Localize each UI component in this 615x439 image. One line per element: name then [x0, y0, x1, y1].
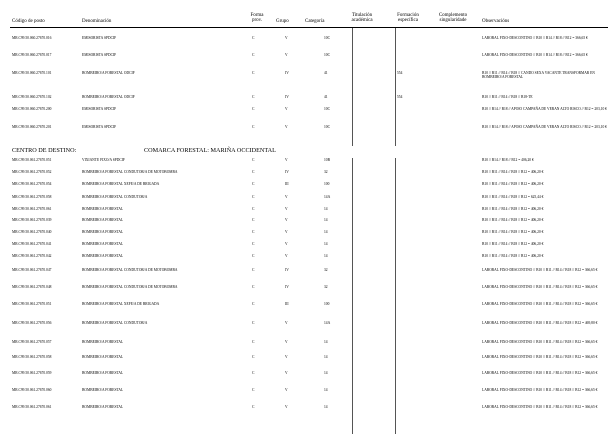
cell-forma-prov: C [252, 71, 255, 75]
cell-forma-prov: C [252, 182, 255, 186]
cell-codigo: MR.C99.50.061.27670.054 [12, 182, 52, 186]
header-titulacion-line2: académica [351, 18, 373, 24]
cell-observacions: LABORAL FIXO-DESCONTINO // B10 // B11 // B14 // B18 // B12 = 469,80 € [482, 321, 598, 325]
cell-categoria: 10C [324, 107, 330, 111]
cell-denominacion: BOMBEIRO/A FORESTAL [82, 230, 124, 234]
cell-denominacion: BOMBEIRO/A FORESTAL CONDUTOR/A [82, 195, 148, 199]
cell-denominacion: BOMBEIRO/A FORESTAL [82, 371, 124, 375]
cell-categoria: 41 [324, 71, 328, 75]
cell-formacion: 554 [397, 71, 403, 75]
header-rule [10, 27, 608, 28]
cell-denominacion: BOMBEIRO/A FORESTAL CONDUTOR/A DE MOTOBOMBA [82, 268, 178, 272]
cell-forma-prov: C [252, 405, 255, 409]
cell-grupo: V [285, 36, 288, 40]
cell-codigo: MR.C99.50.061.27670.061 [12, 207, 52, 211]
cell-codigo: MR.C99.50.061.27670.056 [12, 321, 52, 325]
cell-codigo: MR.C99.50.060.27670.101 [12, 71, 52, 75]
cell-codigo: MR.C99.50.061.27670.042 [12, 254, 52, 258]
cell-categoria: 14 [324, 230, 328, 234]
header-formacion [392, 13, 424, 23]
cell-forma-prov: C [252, 36, 255, 40]
cell-codigo: MR.C99.50.061.27670.058 [12, 355, 52, 359]
cell-denominacion: BOMBEIRO/A FORESTAL XEFE/A DE BRIGADA [82, 182, 160, 186]
cell-codigo: MR.C99.50.060.27670.016 [12, 36, 52, 40]
header-complemento [433, 13, 473, 23]
cell-observacions: LABORAL FIXO-DESCONTINO // B10 // B11 // B14 // B18 // B12 = 366,65 € [482, 388, 598, 392]
cell-denominacion: BOMBEIRO/A FORESTAL ODCIF [82, 71, 135, 75]
cell-denominacion: EMISORISTA SPDCIF [82, 53, 117, 57]
cell-forma-prov: C [252, 170, 255, 174]
cell-grupo: IV [285, 71, 289, 75]
cell-grupo: V [285, 388, 288, 392]
cell-observacions: LABORAL FIXO-DESCONTINO // B10 // B11 // B14 // B18 // B12 = 366,65 € [482, 355, 598, 359]
cell-categoria: 14 [324, 405, 328, 409]
column-divider [395, 28, 396, 146]
cell-grupo: V [285, 125, 288, 129]
cell-codigo: MR.C99.50.060.27670.102 [12, 95, 52, 99]
cell-observacions: LABORAL FIXO-DESCONTINO // B10 // B11 // B14 // B18 // B12 = 366,65 € [482, 285, 598, 289]
cell-categoria: 14 [324, 340, 328, 344]
cell-categoria: 14 [324, 371, 328, 375]
header-forma-prov-line1: Forma [250, 13, 264, 18]
cell-observacions: B10 // B11 // B14 // B18 // B12 = 406,20 € [482, 254, 544, 258]
cell-denominacion: VIXIANTE FIXO/A SPDCIF [82, 158, 125, 162]
cell-denominacion: BOMBEIRO/A FORESTAL [82, 207, 124, 211]
cell-grupo: V [285, 254, 288, 258]
cell-categoria: 32 [324, 268, 328, 272]
cell-grupo: IV [285, 268, 289, 272]
cell-denominacion: BOMBEIRO/A FORESTAL [82, 340, 124, 344]
centro-destino-label: CENTRO DE DESTINO: [12, 147, 77, 154]
cell-grupo: V [285, 242, 288, 246]
cell-denominacion: BOMBEIRO/A FORESTAL XEFE/A DE BRIGADA [82, 302, 160, 306]
cell-categoria: 14 [324, 254, 328, 258]
cell-codigo: MR.C99.50.061.27670.051 [12, 158, 52, 162]
cell-observacions: LABORAL FIXO-DESCONTINO // B10 // B14 // B18 // B12 = 366,65 € [482, 53, 588, 57]
cell-denominacion: BOMBEIRO/A FORESTAL [82, 355, 124, 359]
cell-forma-prov: C [252, 355, 255, 359]
cell-denominacion: EMISORISTA SPDCIF [82, 125, 117, 129]
cell-grupo: V [285, 218, 288, 222]
cell-denominacion: BOMBEIRO/A FORESTAL [82, 405, 124, 409]
cell-grupo: V [285, 53, 288, 57]
cell-observacions: LABORAL FIXO-DESCONTINO // B10 // B11 // B14 // B18 // B12 = 366,65 € [482, 405, 598, 409]
cell-codigo: MR.C99.50.061.27670.048 [12, 285, 52, 289]
cell-grupo: IV [285, 95, 289, 99]
cell-observacions: LABORAL FIXO-DESCONTINO // B10 // B11 // B14 // B18 // B12 = 366,65 € [482, 371, 598, 375]
cell-categoria: 14 [324, 355, 328, 359]
cell-codigo: MR.C99.50.061.27670.052 [12, 170, 52, 174]
header-forma-prov [247, 13, 267, 23]
cell-denominacion: BOMBEIRO/A FORESTAL [82, 218, 124, 222]
cell-observacions: LABORAL FIXO-DESCONTINO // B10 // B11 // B14 // B18 // B12 = 366,65 € [482, 302, 598, 306]
cell-observacions: B10 // B11 // B14 // B18 // B18-TE [482, 95, 533, 99]
cell-grupo: V [285, 405, 288, 409]
cell-codigo: MR.C99.50.061.27670.060 [12, 388, 52, 392]
cell-observacions: B10 // B11 // B14 // B18 // B12 = 406,20 € [482, 218, 544, 222]
header-denominacion: Denominación [82, 19, 112, 24]
cell-denominacion: BOMBEIRO/A FORESTAL CONDUTOR/A [82, 321, 148, 325]
header-grupo: Grupo [276, 19, 289, 24]
cell-categoria: 10B [324, 158, 330, 162]
cell-forma-prov: C [252, 218, 255, 222]
cell-observacions: LABORAL FIXO-DESCONTINO // B10 // B11 // B14 // B18 // B12 = 366,65 € [482, 340, 598, 344]
cell-forma-prov: C [252, 321, 255, 325]
cell-denominacion: BOMBEIRO/A FORESTAL [82, 254, 124, 258]
cell-observacions: B10 // B11 // B14 // B18 // B12 = 406,20 € [482, 170, 544, 174]
cell-forma-prov: C [252, 371, 255, 375]
cell-forma-prov: C [252, 268, 255, 272]
header-categoria: Categoría [305, 19, 325, 24]
cell-grupo: III [285, 182, 289, 186]
cell-categoria: 14 [324, 207, 328, 211]
cell-categoria: 10C [324, 125, 330, 129]
cell-denominacion: EMISORISTA SPDCIF [82, 36, 117, 40]
cell-codigo: MR.C99.50.061.27670.057 [12, 340, 52, 344]
cell-grupo: III [285, 302, 289, 306]
cell-forma-prov: C [252, 53, 255, 57]
cell-observacions: B10 // B11 // B14 // B18 // B12 = 625,44 € [482, 195, 544, 199]
cell-categoria: 100 [324, 182, 330, 186]
cell-grupo: V [285, 371, 288, 375]
cell-forma-prov: C [252, 242, 255, 246]
cell-forma-prov: C [252, 388, 255, 392]
cell-observacions: B10 // B14 // B18 // APOIO CAMPAÑA DE VERAN ALTO RISCO // B12 = 203,10 € [482, 125, 607, 129]
cell-grupo: V [285, 230, 288, 234]
cell-denominacion: EMISORISTA SPDCIF [82, 107, 117, 111]
cell-denominacion: BOMBEIRO/A FORESTAL [82, 242, 124, 246]
cell-codigo: MR.C99.50.061.27670.041 [12, 242, 52, 246]
cell-observacions: B10 // B11 // B14 // B18 // B12 = 406,20 € [482, 207, 544, 211]
header-complemento-line1: Complemento [438, 13, 468, 18]
header-formacion-line1: Formación [397, 13, 419, 18]
cell-codigo: MR.C99.50.061.27670.051 [12, 302, 52, 306]
header-observacions: Observacións [482, 19, 510, 24]
cell-denominacion: BOMBEIRO/A FORESTAL [82, 388, 124, 392]
cell-codigo: MR.C99.50.060.27670.200 [12, 107, 52, 111]
header-codigo: Código de posto [12, 19, 45, 24]
cell-forma-prov: C [252, 207, 255, 211]
cell-forma-prov: C [252, 125, 255, 129]
comarca-forestal-title: COMARCA FORESTAL: MARIÑA OCCIDENTAL [144, 147, 276, 154]
cell-grupo: V [285, 355, 288, 359]
cell-observacions: LABORAL FIXO-DESCONTINO // B10 // B14 // B18 // B12 = 366,65 € [482, 36, 588, 40]
header-forma-prov-line2: prov. [251, 18, 263, 24]
cell-observacions: B10 // B11 // B14 // B18 // B12 = 406,20 € [482, 242, 544, 246]
cell-denominacion: BOMBEIRO/A FORESTAL CONDUTOR/A DE MOTOBOMBA [82, 170, 178, 174]
cell-codigo: MR.C99.50.061.27670.058 [12, 195, 52, 199]
cell-codigo: MR.C99.50.061.27670.039 [12, 218, 52, 222]
cell-codigo: MR.C99.50.060.27670.201 [12, 125, 52, 129]
cell-grupo: V [285, 207, 288, 211]
cell-forma-prov: C [252, 254, 255, 258]
cell-forma-prov: C [252, 285, 255, 289]
cell-categoria: 14 [324, 242, 328, 246]
cell-categoria: 32 [324, 170, 328, 174]
cell-forma-prov: C [252, 340, 255, 344]
cell-grupo: V [285, 321, 288, 325]
cell-codigo: MR.C99.50.061.27670.059 [12, 371, 52, 375]
header-titulacion [346, 13, 378, 23]
cell-codigo: MR.C99.50.061.27670.061 [12, 405, 52, 409]
cell-observacions: B10 // B14 // B18 // B12 = 406,20 € [482, 158, 534, 162]
cell-codigo: MR.C99.50.061.27670.047 [12, 268, 52, 272]
cell-grupo: V [285, 158, 288, 162]
cell-categoria: 10C [324, 53, 330, 57]
cell-forma-prov: C [252, 302, 255, 306]
cell-observacions: B10 // B14 // B18 // APOIO CAMPAÑA DE VERAN ALTO RISCO // B12 = 203,10 € [482, 107, 607, 111]
cell-categoria: 14A [324, 195, 331, 199]
cell-observacions: B10 // B11 // B14 // B18 // CANDO SEXA VACANTE TRANSFORMAR EN BOMBEIRO/A FORESTAL [482, 71, 595, 80]
column-divider [352, 158, 353, 434]
cell-grupo: IV [285, 170, 289, 174]
cell-categoria: 14 [324, 218, 328, 222]
cell-codigo: MR.C99.50.060.27670.017 [12, 53, 52, 57]
header-formacion-line2: específica [398, 18, 418, 24]
cell-categoria: 14 [324, 388, 328, 392]
cell-observacions: B10 // B11 // B14 // B18 // B12 = 406,20 € [482, 182, 544, 186]
cell-categoria: 32 [324, 285, 328, 289]
cell-grupo: V [285, 340, 288, 344]
cell-denominacion: BOMBEIRO/A FORESTAL ODCIF [82, 95, 135, 99]
cell-categoria: 10C [324, 36, 330, 40]
cell-codigo: MR.C99.50.061.27670.040 [12, 230, 52, 234]
cell-categoria: 41 [324, 95, 328, 99]
cell-formacion: 554 [397, 95, 403, 99]
cell-categoria: 14A [324, 321, 331, 325]
header-titulacion-line1: Titulación [351, 13, 373, 18]
cell-categoria: 100 [324, 302, 330, 306]
cell-forma-prov: C [252, 107, 255, 111]
column-divider [395, 158, 396, 434]
column-divider [352, 28, 353, 146]
cell-forma-prov: C [252, 230, 255, 234]
cell-grupo: V [285, 107, 288, 111]
cell-grupo: V [285, 195, 288, 199]
cell-observacions: LABORAL FIXO-DESCONTINO // B10 // B11 // B14 // B18 // B12 = 366,65 € [482, 268, 598, 272]
header-complemento-line2: singularidade [439, 18, 467, 24]
cell-forma-prov: C [252, 195, 255, 199]
cell-denominacion: BOMBEIRO/A FORESTAL CONDUTOR/A DE MOTOBOMBA [82, 285, 178, 289]
cell-forma-prov: C [252, 95, 255, 99]
cell-forma-prov: C [252, 158, 255, 162]
cell-grupo: IV [285, 285, 289, 289]
cell-observacions: B10 // B11 // B14 // B18 // B12 = 406,20 € [482, 230, 544, 234]
